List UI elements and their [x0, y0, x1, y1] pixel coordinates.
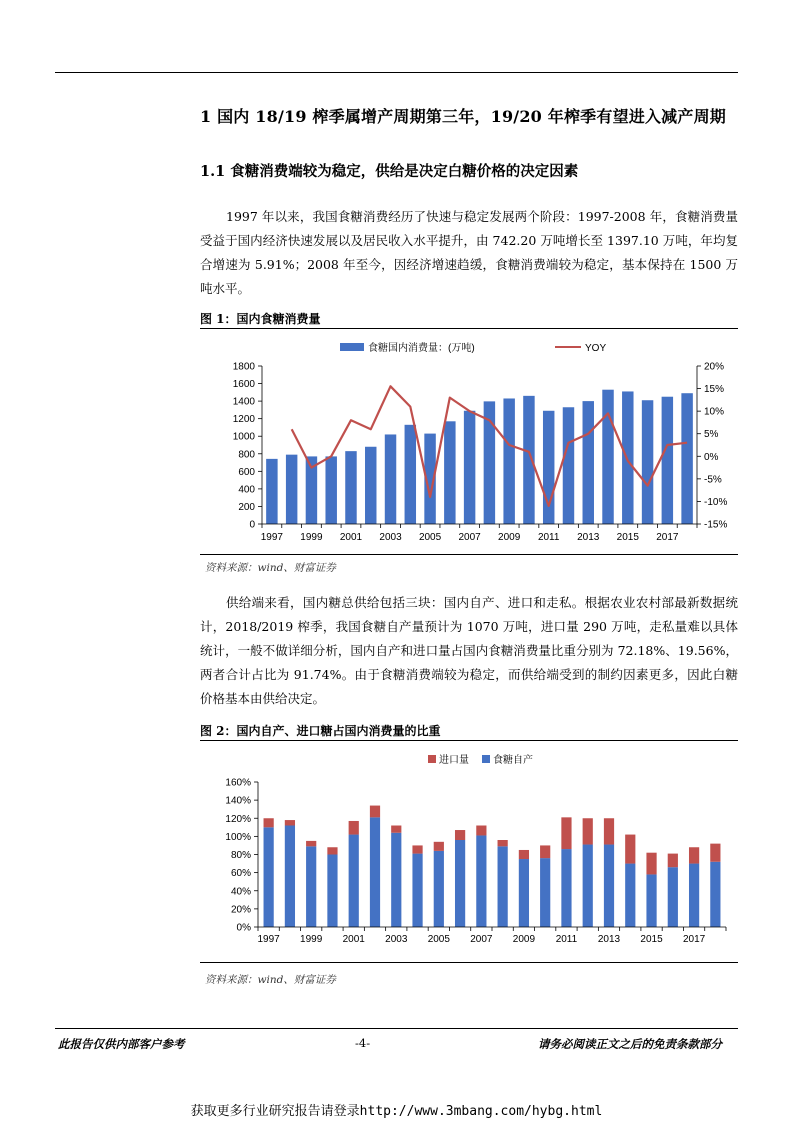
bar-domestic	[540, 858, 550, 927]
x-tick-label: 2011	[555, 934, 578, 945]
bar-import	[646, 853, 656, 875]
y-tick-label: 0%	[236, 922, 251, 934]
bar-domestic	[391, 833, 401, 927]
bar-import	[327, 847, 337, 854]
bar-import	[370, 806, 380, 818]
y-left-tick-label: 0	[249, 519, 255, 531]
bar-consumption	[642, 400, 653, 524]
paragraph-consumption: 1997 年以来，我国食糖消费经历了快速与稳定发展两个阶段：1997-2008 年，食糖消费量受益于国内经济快速发展以及居民收入水平提升，由 742.20 万吨增长至 1397.10 万吨，年均复合增速为 5.91%；2008 年至今，因经济增速趋缓，食糖消费端较为稳定，基本保持在 1500 万吨水平。	[200, 209, 738, 296]
header-rule	[55, 72, 738, 73]
subsection-heading: 1.1 食糖消费端较为稳定，供给是决定白糖价格的决定因素	[200, 163, 579, 180]
bar-import	[689, 847, 699, 863]
x-tick-label: 1999	[300, 532, 323, 543]
bar-domestic	[710, 862, 720, 927]
legend-label-yoy: YOY	[585, 343, 607, 354]
chart-supply-share	[200, 746, 738, 958]
y-right-tick-label: -5%	[704, 474, 722, 486]
y-right-tick-label: -15%	[704, 519, 728, 531]
y-tick-label: 120%	[225, 813, 251, 825]
legend-label-consumption: 食糖国内消费量：(万吨)	[368, 343, 475, 354]
bar-consumption	[681, 393, 692, 524]
legend-swatch-import	[428, 755, 436, 763]
figure-1-caption: 图 1：国内食糖消费量	[200, 312, 321, 326]
x-tick-label: 2001	[342, 934, 365, 945]
x-tick-label: 2009	[498, 532, 521, 543]
x-tick-label: 2007	[470, 934, 493, 945]
bar-import	[434, 842, 444, 851]
bar-consumption	[602, 390, 613, 524]
x-tick-label: 2005	[427, 934, 450, 945]
bar-consumption	[503, 398, 514, 524]
bar-import	[540, 845, 550, 858]
bar-consumption	[444, 421, 455, 524]
y-right-tick-label: -10%	[704, 496, 728, 508]
bar-consumption	[286, 455, 297, 524]
x-tick-label: 2015	[616, 532, 639, 543]
bar-domestic	[434, 851, 444, 927]
bar-domestic	[327, 855, 337, 928]
y-right-tick-label: 10%	[704, 406, 725, 418]
y-left-tick-label: 1200	[232, 414, 255, 426]
bar-consumption	[405, 425, 416, 524]
y-left-tick-label: 400	[238, 484, 255, 496]
bar-domestic	[306, 846, 316, 927]
legend-label-domestic: 食糖自产	[493, 755, 533, 766]
x-tick-label: 2011	[537, 532, 560, 543]
bar-import	[264, 818, 274, 827]
bar-domestic	[370, 817, 380, 927]
bar-import	[391, 826, 401, 833]
y-left-tick-label: 1400	[232, 396, 255, 408]
y-right-tick-label: 15%	[704, 384, 725, 396]
y-left-tick-label: 800	[238, 449, 255, 461]
bar-domestic	[689, 864, 699, 927]
x-tick-label: 1997	[257, 934, 280, 945]
bar-consumption	[662, 397, 673, 524]
bar-import	[625, 835, 635, 864]
watermark-link[interactable]: 获取更多行业研究报告请登录http://www.3mbang.com/hybg.html	[190, 1104, 603, 1119]
bar-consumption	[622, 391, 633, 524]
x-tick-label: 2005	[418, 532, 442, 543]
bar-consumption	[543, 411, 554, 524]
bar-domestic	[561, 849, 571, 927]
bar-import	[583, 818, 593, 844]
x-tick-label: 2017	[656, 532, 679, 543]
y-tick-label: 100%	[225, 831, 251, 843]
bar-domestic	[498, 846, 508, 927]
bar-consumption	[583, 401, 594, 524]
legend-label-import: 进口量	[439, 755, 469, 766]
legend-swatch-domestic	[482, 755, 490, 763]
footer-left-note: 此报告仅供内部客户参考	[58, 1037, 185, 1051]
bar-import	[476, 826, 486, 836]
x-tick-label: 2017	[682, 934, 706, 945]
footer-rule	[55, 1028, 738, 1029]
bar-import	[306, 841, 316, 846]
bar-import	[455, 830, 465, 840]
y-tick-label: 40%	[230, 886, 251, 898]
y-right-tick-label: 5%	[704, 429, 719, 441]
bar-import	[668, 854, 678, 868]
bar-import	[604, 818, 614, 844]
figure-1-top-rule	[200, 328, 738, 329]
x-tick-label: 2003	[379, 532, 402, 543]
x-tick-label: 2003	[385, 934, 408, 945]
figure-2-top-rule	[200, 740, 738, 741]
bar-consumption	[325, 456, 336, 524]
bar-domestic	[583, 845, 593, 927]
chart-consumption	[200, 334, 738, 552]
bar-domestic	[625, 864, 635, 927]
bar-import	[349, 821, 359, 835]
y-left-tick-label: 1000	[232, 431, 255, 443]
figure-2-caption: 图 2：国内自产、进口糖占国内消费量的比重	[200, 724, 441, 738]
bar-domestic	[646, 874, 656, 927]
x-tick-label: 2013	[597, 934, 621, 945]
bar-consumption	[385, 434, 396, 524]
figure-1-bottom-rule	[200, 554, 738, 555]
y-tick-label: 20%	[230, 904, 251, 916]
x-tick-label: 2015	[640, 934, 663, 945]
x-tick-label: 2009	[512, 934, 536, 945]
figure-2-bottom-rule	[200, 962, 738, 963]
page-number: -4-	[355, 1036, 371, 1050]
bar-domestic	[349, 835, 359, 927]
y-tick-label: 60%	[230, 868, 251, 880]
y-left-tick-label: 1600	[232, 379, 255, 391]
bar-domestic	[668, 867, 678, 927]
y-tick-label: 160%	[225, 777, 251, 789]
x-tick-label: 2001	[339, 532, 363, 543]
x-tick-label: 1999	[300, 934, 323, 945]
y-tick-label: 140%	[225, 795, 251, 807]
bar-import	[412, 845, 422, 853]
x-tick-label: 2007	[458, 532, 481, 543]
bar-import	[285, 820, 295, 825]
bar-consumption	[266, 459, 277, 524]
bar-import	[561, 817, 571, 849]
x-tick-label: 2013	[577, 532, 600, 543]
bar-consumption	[365, 447, 376, 524]
bar-domestic	[412, 854, 422, 927]
bar-consumption	[464, 411, 475, 524]
bar-domestic	[476, 835, 486, 927]
y-tick-label: 80%	[230, 850, 251, 861]
bar-domestic	[455, 840, 465, 927]
bar-domestic	[264, 827, 274, 927]
bar-domestic	[285, 826, 295, 928]
footer-right-note: 请务必阅读正文之后的免责条款部分	[538, 1037, 722, 1051]
x-tick-label: 1997	[260, 532, 284, 543]
section-heading: 1 国内 18/19 榨季属增产周期第三年，19/20 年榨季有望进入减产周期	[200, 107, 726, 126]
y-left-tick-label: 1800	[232, 361, 255, 373]
figure-1-source: 资料来源：wind、财富证券	[205, 562, 336, 574]
y-right-tick-label: 0%	[704, 451, 719, 463]
y-left-tick-label: 600	[238, 466, 255, 478]
bar-import	[710, 844, 720, 862]
y-right-tick-label: 20%	[704, 361, 725, 373]
bar-domestic	[604, 845, 614, 927]
bar-domestic	[519, 859, 529, 927]
figure-2-source: 资料来源：wind、财富证券	[205, 974, 336, 986]
paragraph-supply: 供给端来看，国内糖总供给包括三块：国内自产、进口和走私。根据农业农村部最新数据统计，2018/2019 榨季，我国食糖自产量预计为 1070 万吨，进口量 290 万吨，走私量难以具体统计，一般不做详细分析，国内自产和进口量占国内食糖消费量比重分别为 72.18%、19.56%，两者合计占比为 91.74%。由于食糖消费端较为稳定，而供给端受到的制约因素更多，因此白糖价格基本由供给决定。	[200, 595, 738, 706]
bar-import	[519, 850, 529, 859]
bar-consumption	[563, 407, 574, 524]
y-left-tick-label: 200	[238, 501, 255, 513]
bar-import	[498, 840, 508, 846]
legend-swatch-consumption	[340, 343, 364, 351]
bar-consumption	[345, 451, 356, 524]
